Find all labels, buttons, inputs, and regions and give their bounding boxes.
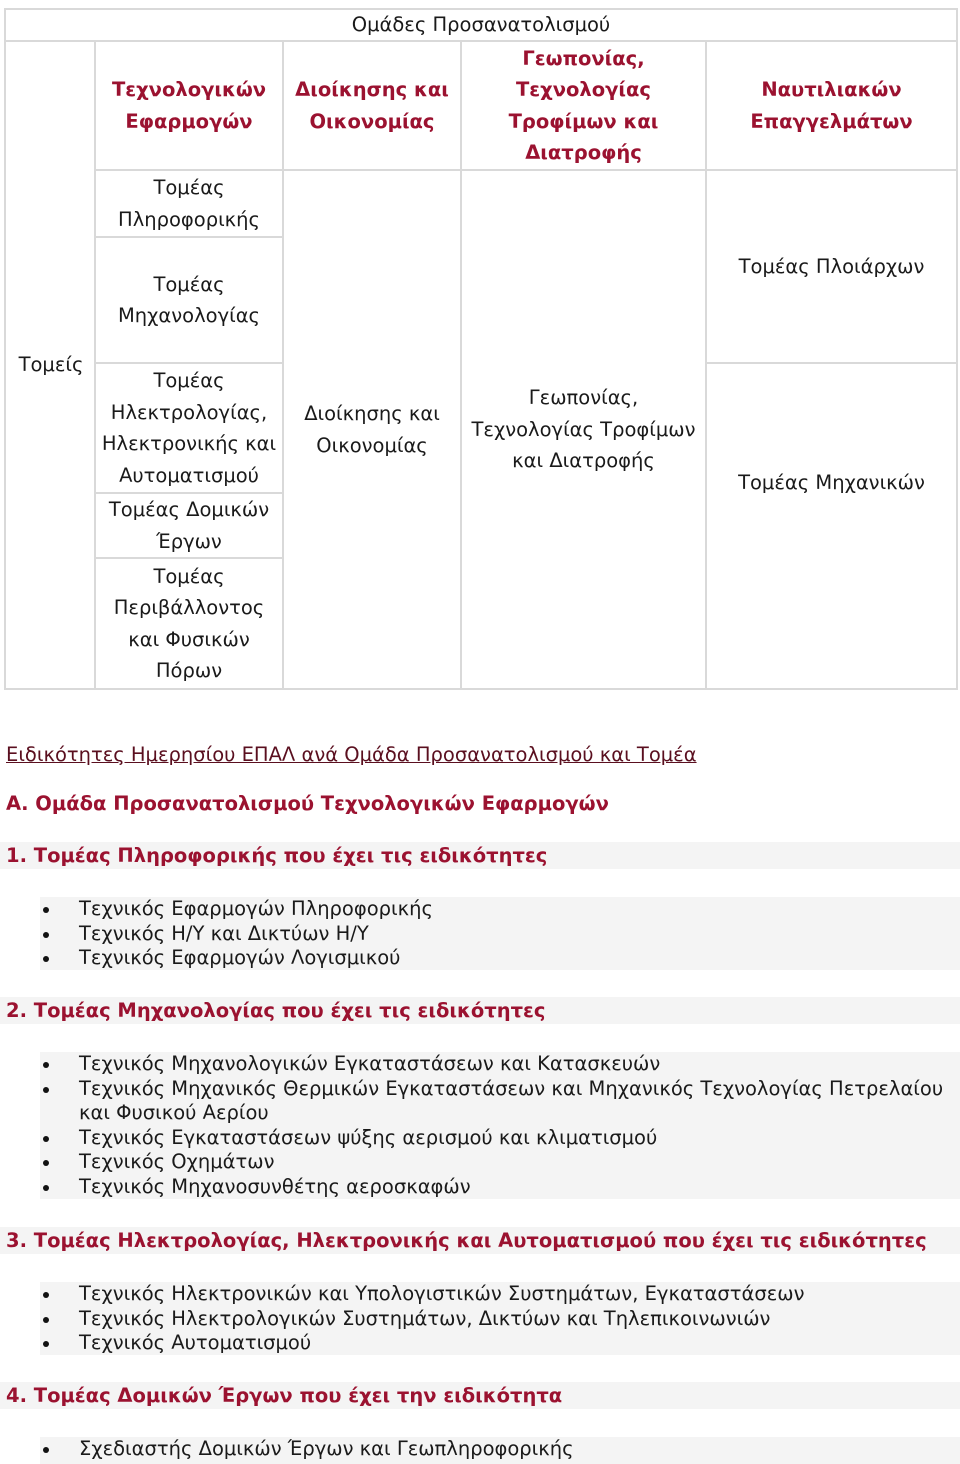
sector-mechanical: Τομέας Μηχανολογίας (94, 236, 284, 364)
orientation-groups-table (0, 0, 960, 690)
sector-informatics: Τομέας Πληροφορικής (94, 169, 284, 238)
list-item: Τεχνικός Ηλεκτρονικών και Υπολογιστικών Συστημάτων, Εγκαταστάσεων (0, 1282, 960, 1307)
list-item: Τεχνικός Αυτοματισμού (0, 1331, 960, 1356)
list-item-continuation: και Φυσικού Αερίου (79, 1101, 269, 1124)
section-2-list (0, 1052, 960, 1199)
sectors-row-label (4, 40, 96, 690)
sector-engineers-label: Τομέας Μηχανικών (738, 471, 925, 494)
sector-environment: Τομέας Περιβάλλοντος και Φυσικών Πόρων (94, 557, 284, 690)
sector-construction: Τομέας Δομικών Έργων (94, 492, 284, 559)
list-item: Τεχνικός Η/Υ και Δικτύων Η/Υ (0, 922, 960, 947)
sector-captains: Τομέας Πλοιάρχων (705, 169, 958, 364)
sector-administration: Διοίκησης και Οικονομίας (282, 169, 462, 690)
section-4-list (0, 1437, 960, 1462)
list-item: Τεχνικός Μηχανολογικών Εγκαταστάσεων και Κατασκευών (0, 1052, 960, 1077)
list-item: Σχεδιαστής Δομικών Έργων και Γεωπληροφορικής (0, 1437, 960, 1462)
section-2-title: 2. Τομέας Μηχανολογίας που έχει τις ειδικότητες (6, 999, 546, 1022)
section-1-title: 1. Τομέας Πληροφορικής που έχει τις ειδικότητες (6, 844, 548, 867)
group-header-tech: Τεχνολογικών Εφαρμογών (94, 40, 284, 171)
section-1-list (0, 897, 960, 971)
list-item: Τεχνικός Ηλεκτρολογικών Συστημάτων, Δικτύων και Τηλεπικοινωνιών (0, 1307, 960, 1332)
list-item: Τεχνικός Εφαρμογών Πληροφορικής (0, 897, 960, 922)
list-item: Τεχνικός Μηχανοσυνθέτης αεροσκαφών (0, 1175, 960, 1200)
list-item: Τεχνικός Εφαρμογών Λογισμικού (0, 946, 960, 971)
group-header-admin: Διοίκησης και Οικονομίας (282, 40, 462, 171)
group-title: Α. Ομάδα Προσανατολισμού Τεχνολογικών Εφαρμογών (6, 792, 609, 815)
sectors-label: Τομείς (18, 353, 84, 377)
specialties-link[interactable]: Ειδικότητες Ημερησίου ΕΠΑΛ ανά Ομάδα Προσανατολισμού και Τομέα (6, 743, 697, 766)
list-item: Τεχνικός Οχημάτων (0, 1150, 960, 1175)
section-4-title: 4. Τομέας Δομικών Έργων που έχει την ειδικότητα (6, 1384, 563, 1407)
group-header-nautical: Ναυτιλιακών Επαγγελμάτων (705, 40, 958, 171)
sector-electrical: Τομέας Ηλεκτρολογίας, Ηλεκτρονικής και Αυτοματισμού (94, 362, 284, 494)
sector-agronomy: Γεωπονίας, Τεχνολογίας Τροφίμων και Διατροφής (460, 169, 707, 690)
sector-engineers (705, 362, 958, 690)
section-3-list (0, 1282, 960, 1356)
table-caption: Ομάδες Προσανατολισμού (4, 8, 958, 42)
list-item: Τεχνικός Μηχανικός Θερμικών Εγκαταστάσεων και Μηχανικός Τεχνολογίας Πετρελαίου (0, 1077, 960, 1102)
group-header-agro: Γεωπονίας, Τεχνολογίας Τροφίμων και Διατροφής (460, 40, 707, 171)
section-3-title: 3. Τομέας Ηλεκτρολογίας, Ηλεκτρονικής και Αυτοματισμού που έχει τις ειδικότητες (6, 1229, 927, 1252)
list-item: Τεχνικός Εγκαταστάσεων ψύξης αερισμού και κλιματισμού (0, 1126, 960, 1151)
